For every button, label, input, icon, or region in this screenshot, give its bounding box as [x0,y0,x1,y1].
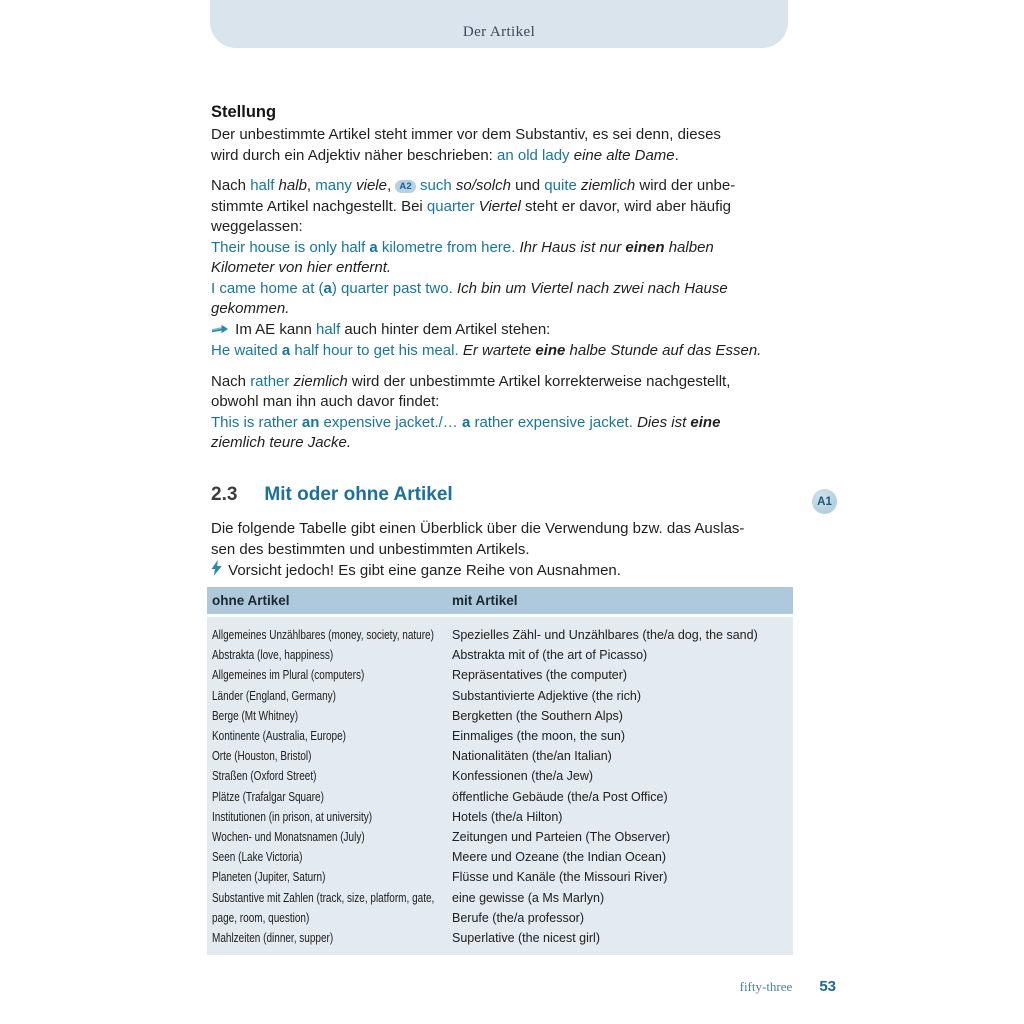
text-segment: obwohl man ihn auch davor findet: [211,393,440,410]
table-item-mit-artikel: öffentliche Gebäude (the/a Post Office) [452,789,668,804]
table-item-mit-artikel: Berufe (the/a professor) [452,910,585,925]
table-item-ohne-artikel: Substantive mit Zahlen (track, size, platform, gate, page, room, question) [212,890,435,925]
text-segment: eine [690,413,721,431]
table-item-mit-artikel: Abstrakta mit of (the art of Picasso) [452,648,648,663]
text-segment: steht er davor, wird aber häufig [520,197,731,215]
text-segment: ziemlich teure Jacke. [211,434,352,451]
text-segment: rather expensive jacket. [470,413,633,431]
text-segment: a [369,238,378,256]
table-item-mit-artikel: Spezielles Zähl- und Unzählbares (the/a dog, the sand) [452,628,758,642]
table-item-mit-artikel: Bergketten (the Southern Alps) [452,708,623,723]
table-item-ohne-artikel: Straßen (Oxford Street) [212,769,317,784]
chapter-header-tab [210,0,788,48]
column-ohne-artikel [212,625,452,948]
text-segment: Vorsicht jedoch! Es gibt eine ganze Reihe von Ausnahmen. [224,562,621,579]
paragraph [211,372,779,454]
text-segment: many [315,177,352,194]
note-arrow-icon [211,321,229,342]
text-line [211,258,779,279]
text-segment: quite [544,177,577,194]
text-segment: halbe Stunde auf das Essen. [565,342,762,359]
table-item-ohne-artikel: Allgemeines Unzählbares (money, society, nature) [212,628,434,642]
text-segment: Die folgende Tabelle gibt einen Überblick über die Verwendung bzw. das Auslas- [211,520,745,537]
table-item-ohne-artikel: Seen (Lake Victoria) [212,850,303,865]
text-segment: eine [535,342,566,359]
text-segment: Der unbestimmte Artikel steht immer vor dem Substantiv, es sei denn, dieses [211,126,721,143]
text-segment: a [461,413,471,431]
chapter-title: Der Artikel [462,24,536,40]
text-segment: so/solch [455,177,511,194]
text-segment: Im AE kann [231,320,317,338]
text-segment: ) quarter past two. [331,279,453,297]
page-number-word: fifty-three [739,979,793,994]
text-segment: Nach [211,177,251,194]
column-header-mit-artikel: mit Artikel [452,593,518,608]
text-segment: kilometre from here. [377,238,516,256]
table-item-ohne-artikel: Wochen- und Monatsnamen (July) [212,830,365,845]
text-segment: Ihr Haus ist nur [519,238,626,256]
table-item-ohne-artikel: Planeten (Jupiter, Saturn) [212,870,326,885]
text-segment: Viertel [478,197,521,215]
text-segment: Nach [211,372,251,390]
text-segment: half [250,177,275,194]
lightning-bolt-icon [211,560,222,583]
text-segment: ziemlich [581,177,636,194]
text-line [211,392,779,413]
page-number: 53 [819,978,836,995]
text-segment: einen [625,238,665,256]
table-item-ohne-artikel: Orte (Houston, Bristol) [212,749,312,764]
text-segment: wird durch ein Adjektiv näher beschrieben: [211,146,497,164]
table-body [207,617,793,955]
text-segment: expensive jacket./… [319,413,462,431]
section-heading: Stellung [211,103,277,121]
table-item-mit-artikel: Einmaliges (the moon, the sun) [452,729,626,744]
table-item-mit-artikel: eine gewisse (a Ms Marlyn) [452,890,605,905]
text-segment: This is rather [211,413,302,431]
paragraph [211,176,779,362]
text-segment: such [420,177,452,194]
text-line [211,413,779,434]
text-line [211,560,779,583]
text-segment: ziemlich [293,372,348,390]
text-segment: sen des bestimmten und unbestimmten Artikels. [211,540,530,558]
table-item-ohne-artikel: Plätze (Trafalgar Square) [212,789,324,804]
table-item-ohne-artikel: Allgemeines im Plural (computers) [212,668,365,683]
text-line [211,299,779,320]
table-header-row [207,587,793,614]
text-segment: wird der unbestimmte Artikel korrekterweise nachgestellt, [347,372,731,390]
text-line [211,125,779,146]
section-2-3-body [211,519,779,583]
text-segment: rather [250,372,290,390]
text-segment: , [386,177,396,194]
section-stellung-body [211,125,779,454]
text-segment: a [281,342,291,359]
text-line [211,540,779,561]
text-segment: gekommen. [211,300,290,317]
table-item-mit-artikel: Konfessionen (the/a Jew) [452,769,594,784]
text-segment: . [674,146,679,164]
text-segment: viele [356,177,387,194]
table-item-mit-artikel: Flüsse und Kanäle (the Missouri River) [452,870,668,885]
text-segment: an [301,413,320,431]
table-item-ohne-artikel: Institutionen (in prison, at university) [212,809,373,824]
text-segment: Kilometer von hier entfernt. [211,259,392,276]
text-line [211,176,779,197]
text-segment: und [510,177,545,194]
column-header-ohne-artikel: ohne Artikel [212,593,290,608]
text-line [211,217,779,238]
text-segment: Er wartete [462,342,536,359]
text-line [211,372,779,393]
column-mit-artikel [452,625,797,948]
text-segment: I came home at ( [211,279,324,297]
text-segment: Their house is only half [211,238,370,256]
text-segment: stimmte Artikel nachgestellt. Bei [211,197,427,215]
text-line [211,519,779,540]
text-line [211,320,779,342]
text-line [211,146,779,167]
table-item-ohne-artikel: Kontinente (Australia, Europe) [212,729,346,744]
table-item-mit-artikel: Nationalitäten (the/an Italian) [452,749,612,764]
article-usage-table [207,587,793,955]
text-segment: Ich bin um Viertel nach zwei nach Hause [456,279,728,297]
text-segment: quarter [426,197,475,215]
table-item-ohne-artikel: Abstrakta (love, happiness) [212,648,334,663]
page-footer [600,978,836,995]
table-item-mit-artikel: Superlative (the nicest girl) [452,931,600,946]
text-segment: halben [664,238,714,256]
text-segment: a [323,279,332,297]
text-segment: , [306,177,316,194]
table-item-ohne-artikel: Mahlzeiten (dinner, supper) [212,931,334,946]
table-item-mit-artikel: Repräsentatives (the computer) [452,668,628,683]
section-stellung [211,101,779,464]
text-line [211,341,779,362]
text-segment: eine alte Dame [573,146,675,164]
table-item-ohne-artikel: Länder (England, Germany) [212,688,336,703]
text-segment: an old lady [497,146,570,164]
section-title: Mit oder ohne Artikel [264,484,453,505]
table-item-mit-artikel: Zeitungen und Parteien (The Observer) [452,830,671,845]
level-badge-a2: A2 [395,180,416,193]
text-segment: weggelassen: [211,218,303,235]
text-segment: auch hinter dem Artikel stehen: [340,320,551,338]
level-badge-a1: A1 [812,489,837,514]
table-item-mit-artikel: Substantivierte Adjektive (the rich) [452,688,641,703]
text-segment: halb [278,177,307,194]
text-line [211,279,779,300]
paragraph [211,125,779,166]
table-item-mit-artikel: Hotels (the/a Hilton) [452,809,563,824]
section-2-3 [211,484,779,583]
text-line [211,433,779,454]
text-segment: Dies ist [637,413,691,431]
table-item-ohne-artikel: Berge (Mt Whitney) [212,708,299,723]
section-number: 2.3 [211,484,238,505]
text-line [211,197,779,218]
section-2-3-heading [211,484,779,506]
text-segment: half hour to get his meal. [290,342,459,359]
table-item-mit-artikel: Meere und Ozeane (the Indian Ocean) [452,850,667,865]
text-segment: wird der unbe- [635,177,736,194]
text-segment: half [316,320,341,338]
text-line [211,238,779,259]
text-segment: He waited [211,342,282,359]
